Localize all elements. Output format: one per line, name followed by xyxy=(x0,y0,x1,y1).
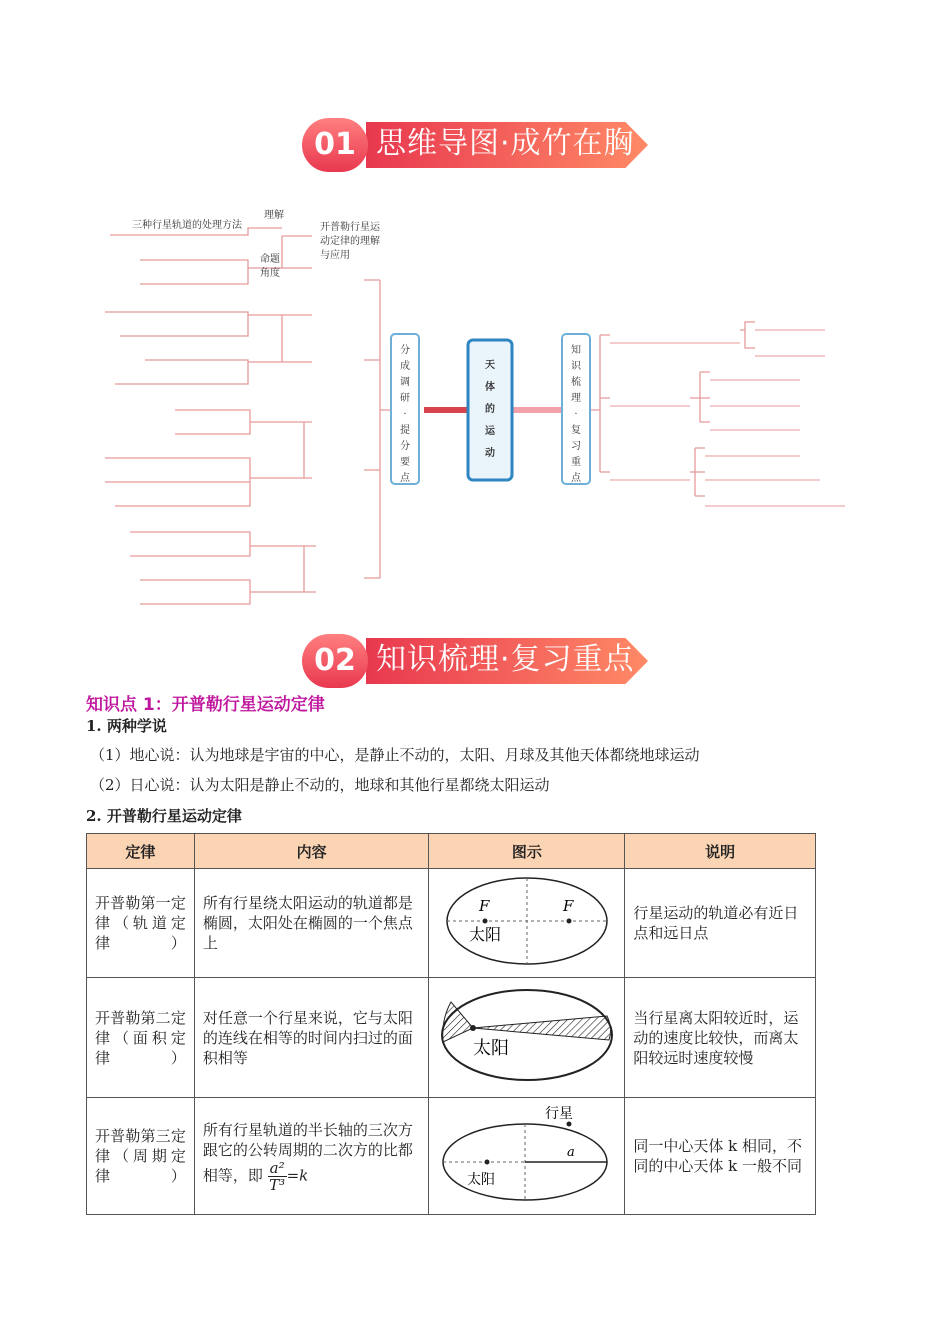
heliocentric-line: （2）日心说：认为太阳是静止不动的，地球和其他行星都绕太阳运动 xyxy=(90,776,550,794)
semi-major-axis-diagram xyxy=(437,1102,617,1206)
subheading-two-theories: 1. 两种学说 xyxy=(86,717,167,735)
header-content: 内容 xyxy=(194,834,429,869)
sub-label: 命题 xyxy=(260,254,280,265)
header-figure: 图示 xyxy=(429,834,625,869)
left-branch-label: 分 xyxy=(400,441,410,452)
mind-map xyxy=(100,200,860,620)
law-note: 行星运动的轨道必有近日点和远日点 xyxy=(625,869,816,978)
left-group-title: 开普勒行星运 xyxy=(320,222,380,233)
center-node-label: 天 xyxy=(485,360,495,371)
left-branch-label: 调 xyxy=(400,377,410,388)
right-branch-label: 理 xyxy=(571,393,581,404)
planet-label: 行星 xyxy=(544,1105,573,1122)
left-branch-label: 成 xyxy=(400,361,410,372)
law-figure xyxy=(429,869,625,978)
law-note: 同一中心天体 k 相同，不同的中心天体 k 一般不同 xyxy=(625,1098,816,1215)
law-content xyxy=(194,1098,429,1215)
kepler-third-formula xyxy=(268,1160,287,1193)
axis-label: a xyxy=(566,1144,575,1160)
section-banner-2 xyxy=(302,634,648,688)
table-row xyxy=(87,978,816,1098)
sun-label: 太阳 xyxy=(468,924,501,944)
left-group-title: 动定律的理解 xyxy=(320,236,380,247)
banner-title: 思维导图·成竹在胸 xyxy=(376,126,635,161)
left-branch-label: 提 xyxy=(400,425,410,436)
left-branch-label: · xyxy=(403,409,407,420)
note-line: 阳较远时速度较慢 xyxy=(633,1048,754,1067)
right-branch-label: 习 xyxy=(571,441,581,452)
header-note: 说明 xyxy=(625,834,816,869)
center-node-label: 的 xyxy=(485,404,495,415)
center-node-label: 运 xyxy=(485,426,495,437)
law-figure xyxy=(429,1098,625,1215)
law-name: 开普勒第三定律（周期定律） xyxy=(87,1098,195,1215)
kepler-laws-table xyxy=(86,833,816,1215)
table-row xyxy=(87,869,816,978)
sub-label: 理解 xyxy=(264,210,284,221)
formula-rhs: =k xyxy=(286,1166,309,1184)
note-line: 动的速度比较快，而离太 xyxy=(633,1028,799,1047)
sun-label: 太阳 xyxy=(472,1038,509,1059)
left-branch-label: 分 xyxy=(400,345,410,356)
right-branch-label: 梳 xyxy=(571,377,581,388)
law-content-text: 所有行星轨道的半长轴的三次方跟它的公转周期的二次方的比都相等，即 xyxy=(202,1120,413,1184)
center-node-label: 体 xyxy=(485,382,495,393)
right-branch-label: 知 xyxy=(571,345,581,356)
formula-denominator: T³ xyxy=(269,1175,286,1194)
focus-label: F xyxy=(562,896,574,915)
note-line: 当行星离太阳较近时，运 xyxy=(633,1008,799,1027)
law-note xyxy=(625,978,816,1098)
law-name: 开普勒第一定律（轨道定律） xyxy=(87,869,195,978)
table-header-row xyxy=(87,834,816,869)
left-group-title: 与应用 xyxy=(320,250,350,261)
subheading-kepler-laws: 2. 开普勒行星运动定律 xyxy=(86,807,242,825)
banner-title: 知识梳理·复习重点 xyxy=(376,642,635,677)
law-name: 开普勒第二定律（面积定律） xyxy=(87,978,195,1098)
geocentric-line: （1）地心说：认为地球是宇宙的中心，是静止不动的，太阳、月球及其他天体都绕地球运动 xyxy=(90,746,700,764)
ellipse-foci-diagram xyxy=(437,871,617,971)
formula-numerator: a² xyxy=(269,1158,285,1177)
left-branch-label: 点 xyxy=(400,473,410,484)
sun-label: 太阳 xyxy=(466,1171,495,1188)
left-item: 三种行星轨道的处理方法 xyxy=(132,220,242,231)
header-law: 定律 xyxy=(87,834,195,869)
center-node-label: 动 xyxy=(485,448,495,459)
right-branch-label: · xyxy=(574,409,578,420)
right-branch-label: 重 xyxy=(571,457,581,468)
left-branch-label: 要 xyxy=(400,457,410,468)
left-branch-label: 研 xyxy=(400,393,410,404)
focus-label: F xyxy=(478,896,490,915)
law-content: 所有行星绕太阳运动的轨道都是椭圆，太阳处在椭圆的一个焦点上 xyxy=(194,869,429,978)
table-row xyxy=(87,1098,816,1215)
banner-number: 02 xyxy=(302,634,368,688)
law-content: 对任意一个行星来说，它与太阳的连线在相等的时间内扫过的面积相等 xyxy=(194,978,429,1098)
law-figure xyxy=(429,978,625,1098)
right-branch-label: 识 xyxy=(571,361,581,372)
sub-label: 角度 xyxy=(260,268,280,279)
knowledge-point-title: 知识点 1：开普勒行星运动定律 xyxy=(86,695,325,715)
section-banner-1 xyxy=(302,118,648,172)
banner-number: 01 xyxy=(302,118,368,172)
right-branch-label: 复 xyxy=(571,425,581,436)
right-branch-label: 点 xyxy=(571,473,581,484)
area-sweep-diagram xyxy=(437,980,617,1090)
